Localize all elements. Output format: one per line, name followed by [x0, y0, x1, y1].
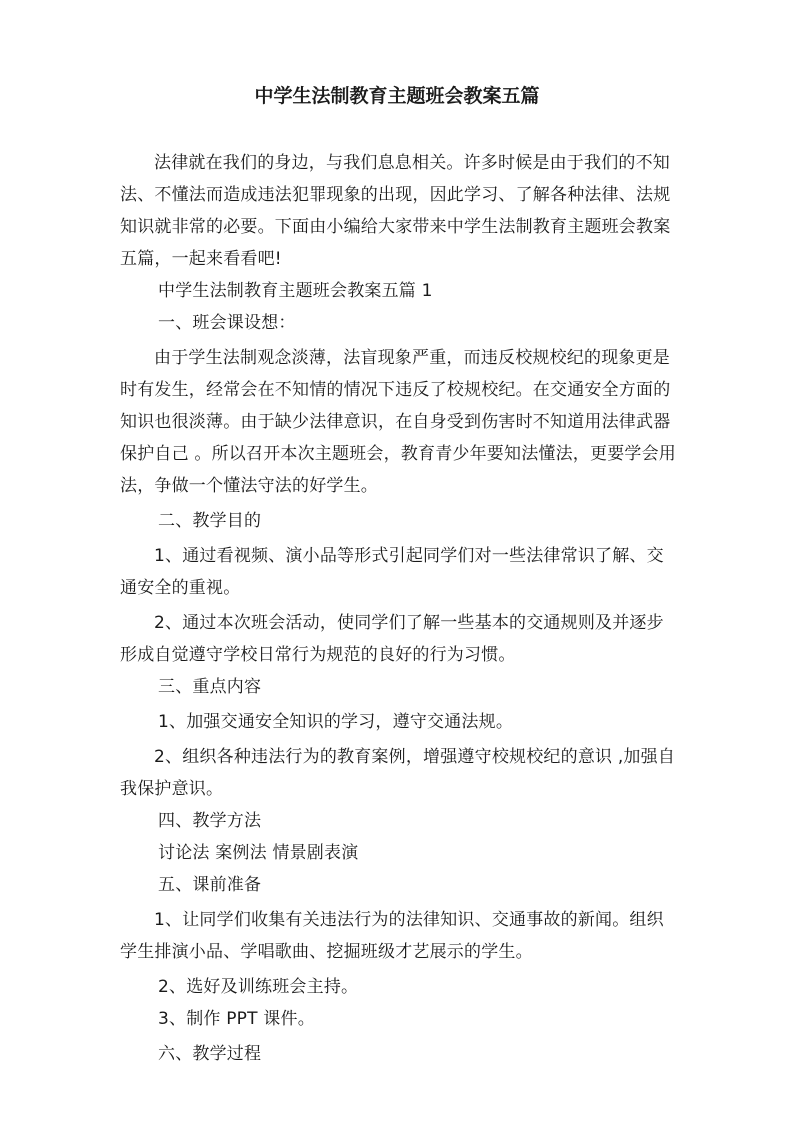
section-3-item-2: 2、组织各种违法行为的教育案例，增强遵守校规校纪的意识 ,加强自我保护意识。 — [120, 747, 676, 799]
section-4-body: 讨论法 案例法 情景剧表演 — [158, 843, 359, 863]
section-2-heading: 二、教学目的 — [158, 511, 262, 531]
section-5-item-3: 3、制作 PPT 课件。 — [158, 1009, 315, 1029]
section-3-item-1: 1、加强交通安全知识的学习，遵守交通法规。 — [158, 712, 514, 732]
document-body — [120, 147, 680, 1070]
document-title: 中学生法制教育主题班会教案五篇 — [254, 85, 540, 107]
section-5-item-2: 2、选好及训练班会主持。 — [158, 977, 359, 997]
section-3-heading: 三、重点内容 — [158, 677, 262, 697]
section-4-heading: 四、教学方法 — [158, 811, 262, 831]
section-2-item-1: 1、通过看视频、演小品等形式引起同学们对一些法律常识了解、交通安全的重视。 — [120, 546, 664, 598]
section-1-body: 由于学生法制观念淡薄，法盲现象严重，而违反校规校纪的现象更是时有发生，经常会在不知情的情况下违反了校规校纪。在交通安全方面的知识也很淡薄。由于缺少法律意识，在自身受到伤害时不知道用法律武器保护自己 。所以召开本次主题班会，教育青少年要知法懂法，更要学会用法，争做一个懂法守法的好学生。 — [120, 348, 677, 496]
section-2-item-2: 2、通过本次班会活动，使同学们了解一些基本的交通规则及并逐步形成自觉遵守学校日常行为规范的良好的行为习惯。 — [120, 613, 664, 665]
section-6-heading: 六、教学过程 — [158, 1044, 262, 1064]
section-1-heading: 一、班会课设想： — [158, 313, 296, 333]
lesson-subtitle: 中学生法制教育主题班会教案五篇 1 — [158, 281, 433, 301]
intro-paragraph: 法律就在我们的身边，与我们息息相关。许多时候是由于我们的不知法、不懂法而造成违法犯罪现象的出现，因此学习、了解各种法律、法规知识就非常的必要。下面由小编给大家带来中学生法制教育主题班会教案五篇，一起来看看吧! — [120, 153, 671, 269]
section-5-heading: 五、课前准备 — [158, 875, 262, 895]
section-5-item-1: 1、让同学们收集有关违法行为的法律知识、交通事故的新闻。组织学生排演小品、学唱歌曲、挖掘班级才艺展示的学生。 — [120, 910, 664, 962]
